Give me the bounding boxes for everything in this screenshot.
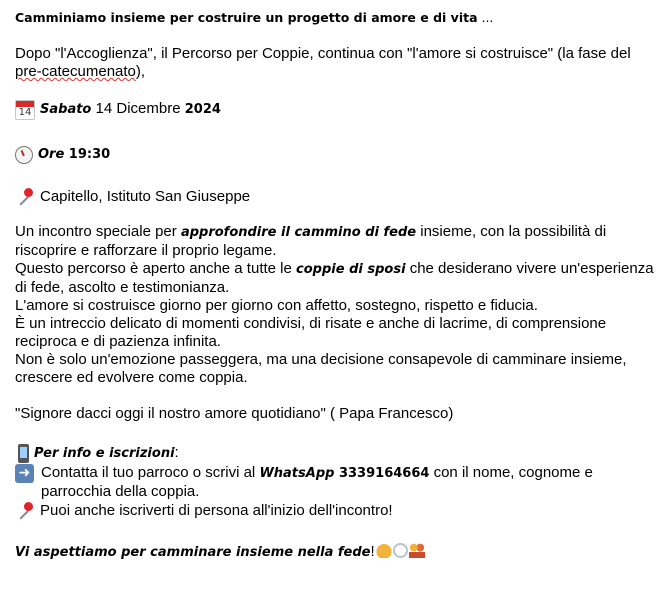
date-weekday: Sabato	[40, 102, 92, 117]
body-line-4: È un intreccio delicato di momenti condivisi, di risate e anche di lacrime, di comprensione reciproca e di pazienza infinita.	[15, 315, 607, 350]
closing-line: Vi aspettiamo per camminare insieme nella fede!	[15, 541, 656, 562]
date-day: 14	[91, 100, 117, 117]
body-line-1: Un incontro speciale per approfondire il cammino di fede insieme, con la possibilità di riscoprire e rafforzare il proprio legame.	[15, 223, 607, 259]
time-value: 19:30	[64, 147, 111, 162]
date-year: 2024	[184, 102, 221, 117]
document-title	[15, 9, 656, 27]
whatsapp-label: WhatsApp	[259, 466, 335, 481]
ring-icon	[393, 543, 408, 558]
title-ellipsis: ...	[477, 10, 494, 25]
quote: "Signore dacci oggi il nostro amore quotidiano" ( Papa Francesco)	[15, 405, 454, 422]
in-person-text: Puoi anche iscriverti di persona all'inizio dell'incontro!	[40, 502, 393, 519]
intro-text-end: ),	[135, 63, 146, 80]
intro-text: Dopo "l'Accoglienza", il Percorso per Coppie, continua con "l'amore si costruisce" (la fase del	[15, 45, 631, 62]
in-person-line	[15, 501, 656, 521]
whatsapp-number: 3339164664	[334, 466, 430, 481]
right-arrow-icon: ➜	[15, 464, 34, 483]
place-line	[15, 187, 656, 207]
date-month: Dicembre	[116, 100, 185, 117]
info-heading-line: Per info e iscrizioni:	[15, 443, 656, 464]
clock-icon	[15, 146, 33, 164]
intro-paragraph	[15, 45, 656, 81]
title-text: Camminiamo insieme per costruire un progetto di amore e di vita	[15, 10, 478, 25]
time-label: Ore	[38, 147, 65, 162]
calendar-icon: 14	[15, 100, 35, 120]
praying-hands-icon	[376, 542, 392, 558]
time-line	[15, 144, 656, 165]
emphasis-faith-path: approfondire il cammino di fede	[180, 225, 417, 240]
date-line	[15, 99, 656, 120]
body-line-2: Questo percorso è aperto anche a tutte le coppie di sposi che desiderano vivere un'esperienza di fede, ascolto e testimonianza.	[15, 260, 654, 296]
couple-icon	[409, 542, 425, 558]
body-line-5: Non è solo un'emozione passeggera, ma una decisione consapevole di camminare insieme, crescere ed evolvere come coppia.	[15, 351, 627, 386]
contact-paragraph: ➜ Contatta il tuo parroco o scrivi al WhatsApp 3339164664 con il nome, cognome e parrocchia della coppia.	[13, 464, 656, 501]
mobile-phone-icon	[15, 444, 29, 464]
pushpin-icon	[15, 501, 35, 521]
intro-underlined-word: pre-catecumenato	[15, 63, 136, 80]
pushpin-icon	[15, 187, 35, 207]
place-text: Capitello, Istituto San Giuseppe	[40, 188, 251, 205]
body-line-3: L'amore si costruisce giorno per giorno con affetto, sostegno, rispetto e fiducia.	[15, 297, 538, 314]
emphasis-married-couples: coppie di sposi	[296, 262, 406, 277]
closing-text: Vi aspettiamo per camminare insieme nella fede	[15, 545, 371, 560]
info-heading: Per info e iscrizioni	[34, 446, 175, 461]
